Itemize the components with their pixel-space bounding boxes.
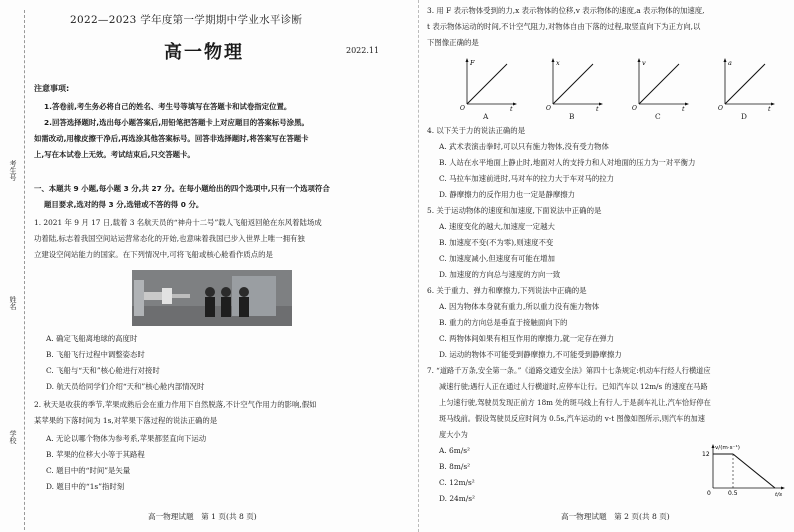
notice-line: 上,写在本试卷上无效。考试结束后,只交答题卡。 bbox=[34, 150, 195, 159]
question-4-option: A. 武术表演击拳时,可以只有施力物体,没有受力物体 bbox=[439, 142, 609, 151]
section-instruction: 一、本题共 9 小题,每小题 3 分,共 27 分。在每小题给出的四个选项中,只有一个选项符合 bbox=[34, 184, 330, 193]
binding-line bbox=[24, 10, 25, 530]
question-2-option: B. 苹果的位移大小等于其路程 bbox=[46, 450, 145, 459]
question-5-option: A. 速度变化的越大,加速度一定越大 bbox=[439, 222, 555, 231]
question-5-option: D. 加速度的方向总与速度的方向一致 bbox=[439, 270, 561, 279]
page-footer: 高一物理试题 第 2 页(共 8 页) bbox=[561, 512, 670, 521]
graph-b-ylabel: x bbox=[556, 59, 560, 67]
question-2-text: 2. 秋天是收获的季节,苹果成熟后会在重力作用下自然脱落,不计空气作用力的影响,假如 bbox=[34, 400, 317, 409]
question-7-text: 斑马线前。假设驾驶员反应时间为 0.5s,汽车运动的 v-t 图像如图所示,则汽车的加速 bbox=[439, 414, 705, 423]
question-3-text: 3. 用 F 表示物体受到的力,x 表示物体的位移,v 表示物体的速度,a 表示物体的加速度, bbox=[427, 6, 705, 15]
vt-graph-xlabel: t/s bbox=[775, 492, 782, 498]
graph-c-letter: C bbox=[655, 112, 661, 121]
exam-header: 2022—2023 学年度第一学期期中学业水平诊断 bbox=[70, 14, 303, 26]
graph-a-xlabel: t bbox=[510, 105, 513, 112]
question-1-option: B. 飞船飞行过程中调整姿态时 bbox=[46, 350, 145, 359]
notice-line: 1.答卷前,考生务必将自己的姓名、考生号等填写在答题卡和试卷指定位置。 bbox=[44, 102, 292, 111]
question-1-text: 功着陆,标志着我国空间站运营常态化的开始,也意味着我国已步入世界上唯一拥有独 bbox=[34, 234, 305, 243]
question-7-text: 上匀速行驶,驾驶员发现正前方 18m 处的斑马线上有行人,于是刹车礼让,汽车恰好停在 bbox=[439, 398, 711, 407]
graph-c-ylabel: v bbox=[642, 59, 646, 67]
question-1-option: C. 飞船与“天和”核心舱进行对接时 bbox=[46, 366, 160, 375]
question-1-text: 立建设空间站能力的国家。在下列情况中,可将飞船或核心舱看作质点的是 bbox=[34, 250, 273, 259]
question-7-option: C. 12m/s² bbox=[439, 478, 475, 487]
vt-graph-ylabel: v/(m·s⁻¹) bbox=[715, 445, 740, 451]
graph-option-a bbox=[459, 56, 519, 112]
svg-text:O: O bbox=[632, 105, 637, 112]
question-7-text: 减速行驶;遇行人正在通过人行横道时,应停车让行。已知汽车以 12m/s 的速度在马路 bbox=[439, 382, 708, 391]
svg-text:O: O bbox=[546, 105, 551, 112]
question-5-option: B. 加速度不变(不为零),则速度不变 bbox=[439, 238, 554, 247]
graph-option-b bbox=[545, 56, 605, 112]
section-instruction: 题目要求,选对的得 3 分,选错或不答的得 0 分。 bbox=[44, 200, 204, 209]
side-label-exam-number: 考生号 bbox=[9, 160, 17, 181]
graph-option-d bbox=[717, 56, 777, 112]
side-label-school: 学校 bbox=[9, 430, 17, 444]
vt-graph bbox=[699, 440, 789, 498]
svg-text:O: O bbox=[460, 105, 465, 112]
question-7-option: D. 24m/s² bbox=[439, 494, 476, 503]
question-4-text: 4. 以下关于力的说法正确的是 bbox=[427, 126, 526, 135]
graph-c-xlabel: t bbox=[682, 105, 685, 112]
exam-title: 高一物理 bbox=[164, 42, 244, 63]
exam-page-2 bbox=[418, 0, 794, 532]
svg-text:O: O bbox=[718, 105, 723, 112]
vt-graph-t1: 0.5 bbox=[728, 490, 738, 497]
question-7-text: 度大小为 bbox=[439, 430, 468, 439]
question-7-text: 7. “道路千万条,安全第一条。”《道路交通安全法》第四十七条规定:机动车行经人行横道应 bbox=[427, 366, 711, 375]
graph-a-ylabel: F bbox=[470, 59, 475, 67]
question-2-option: D. 题目中的“1s”指时刻 bbox=[46, 482, 125, 491]
exam-date: 2022.11 bbox=[346, 46, 380, 55]
notice-title: 注意事项: bbox=[34, 84, 70, 93]
graph-b-letter: B bbox=[569, 112, 575, 121]
graph-b-xlabel: t bbox=[596, 105, 599, 112]
question-4-option: C. 马拉车加速前进时,马对车的拉力大于车对马的拉力 bbox=[439, 174, 615, 183]
graph-d-letter: D bbox=[741, 112, 747, 121]
question-2-option: A. 无论以哪个物体为参考系,苹果都竖直向下运动 bbox=[46, 434, 207, 443]
question-6-option: C. 两物体间如果有相互作用的摩擦力,就一定存在弹力 bbox=[439, 334, 615, 343]
question-1-option: A. 确定飞船离地球的高度时 bbox=[46, 334, 138, 343]
question-5-text: 5. 关于运动物体的速度和加速度,下面说法中正确的是 bbox=[427, 206, 602, 215]
graph-a-letter: A bbox=[483, 112, 489, 121]
question-3-text: 下图像正确的是 bbox=[427, 38, 479, 47]
spacecraft-photo bbox=[132, 270, 292, 326]
notice-line: 如需改动,用橡皮擦干净后,再选涂其他答案标号。回答非选择题时,将答案写在答题卡 bbox=[34, 134, 309, 143]
question-6-text: 6. 关于重力、弹力和摩擦力,下列说法中正确的是 bbox=[427, 286, 587, 295]
question-7-option: A. 6m/s² bbox=[439, 446, 470, 455]
question-6-option: A. 因为物体本身就有重力,所以重力没有施力物体 bbox=[439, 302, 600, 311]
question-5-option: C. 加速度减小,但速度有可能在增加 bbox=[439, 254, 555, 263]
question-6-option: D. 运动的物体不可能受到静摩擦力,不可能受到静摩擦力 bbox=[439, 350, 622, 359]
side-label-name: 姓名 bbox=[9, 296, 17, 310]
graph-d-ylabel: a bbox=[728, 59, 732, 67]
graph-option-c bbox=[631, 56, 691, 112]
vt-graph-origin: 0 bbox=[707, 490, 711, 497]
question-4-option: D. 静摩擦力的反作用力也一定是静摩擦力 bbox=[439, 190, 576, 199]
question-4-option: B. 人站在水平地面上静止时,地面对人的支持力和人对地面的压力为一对平衡力 bbox=[439, 158, 696, 167]
notice-line: 2.回答选择题时,选出每小题答案后,用铅笔把答题卡上对应题目的答案标号涂黑。 bbox=[44, 118, 309, 127]
question-3-text: t 表示物体运动的时间,不计空气阻力,对物体自由下落的过程,取竖直向下为正方向,以 bbox=[427, 22, 701, 31]
question-6-option: B. 重力的方向总是垂直于接触面向下的 bbox=[439, 318, 568, 327]
question-7-option: B. 8m/s² bbox=[439, 462, 471, 471]
question-2-text: 某苹果的下落时间为 1s,对苹果下落过程的说法正确的是 bbox=[34, 416, 218, 425]
question-1-text: 1. 2021 年 9 月 17 日,载着 3 名航天员的“神舟十二号”载人飞船返回舱在东风着陆场成 bbox=[34, 218, 322, 227]
page-footer: 高一物理试题 第 1 页(共 8 页) bbox=[148, 512, 257, 521]
question-1-option: D. 航天员给同学们介绍“天和”核心舱内部情况时 bbox=[46, 382, 205, 391]
graph-d-xlabel: t bbox=[768, 105, 771, 112]
question-2-option: C. 题目中的“时间”是矢量 bbox=[46, 466, 131, 475]
vt-graph-v0: 12 bbox=[702, 451, 710, 458]
